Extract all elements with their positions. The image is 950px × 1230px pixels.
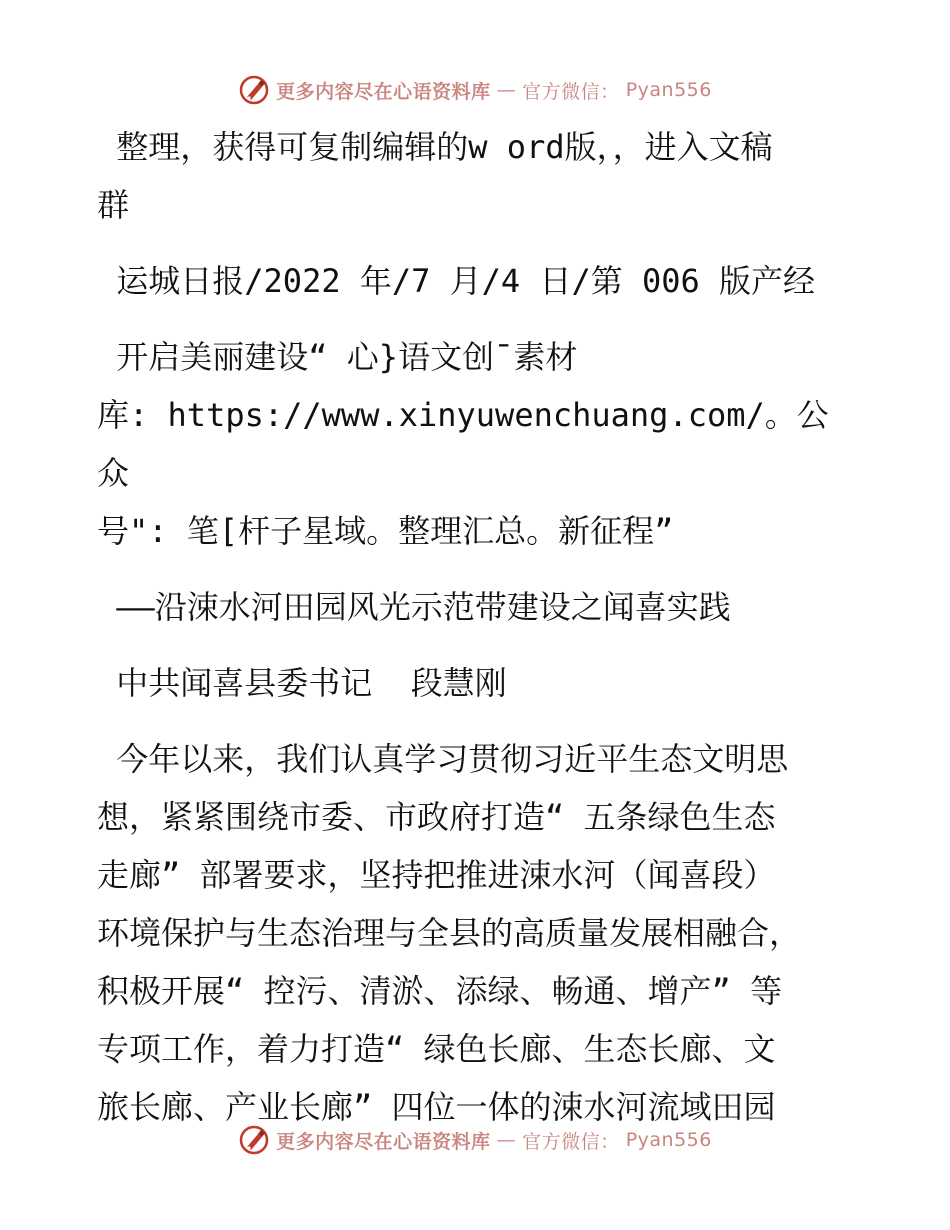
banner-wechat-label: 官方微信： bbox=[522, 80, 620, 103]
banner-text: 更多内容尽在心语资料库 bbox=[276, 1130, 491, 1153]
body-line-3: 走廊” 部署要求，坚持把推进涑水河（闻喜段） bbox=[97, 856, 776, 894]
banner-wechat-id: Pyan556 bbox=[625, 1129, 712, 1151]
banner-wechat-label: 官方微信： bbox=[522, 1130, 620, 1153]
body-line-2: 想，紧紧围绕市委、市政府打造“ 五条绿色生态 bbox=[97, 798, 776, 836]
body-line-1: 今年以来，我们认真学习贯彻习近平生态文明思 bbox=[97, 740, 789, 778]
banner-text: 更多内容尽在心语资料库 bbox=[276, 80, 491, 103]
banner-wechat-id: Pyan556 bbox=[625, 79, 712, 101]
pen-circle-logo-icon bbox=[238, 1124, 270, 1156]
pen-circle-logo-icon bbox=[238, 74, 270, 106]
doc-line-7: ——沿涑水河田园风光示范带建设之闻喜实践 bbox=[97, 588, 731, 626]
doc-line-1: 整理，获得可复制编辑的w ord版，，进入文稿 bbox=[97, 128, 773, 166]
banner-content bbox=[238, 1124, 712, 1156]
doc-line-5: 库: https://www.xinyuwenchuang.com/。公众 bbox=[97, 396, 829, 492]
doc-line-4: 开启美丽建设“ 心}语文创¯素材 bbox=[97, 338, 578, 376]
footer-banner bbox=[0, 1120, 950, 1160]
banner-content bbox=[238, 74, 712, 106]
doc-line-8: 中共闻喜县委书记 段慧刚 bbox=[97, 664, 507, 702]
body-line-4: 环境保护与生态治理与全县的高质量发展相融合， bbox=[97, 914, 802, 952]
doc-line-6: 号": 笔[杆子星域。整理汇总。新征程” bbox=[97, 512, 674, 550]
banner-dash: — bbox=[496, 79, 517, 101]
body-line-5: 积极开展“ 控污、清淤、添绿、畅通、增产” 等 bbox=[97, 972, 783, 1010]
body-line-6: 专项工作，着力打造“ 绿色长廊、生态长廊、文 bbox=[97, 1030, 776, 1068]
document-body bbox=[97, 118, 857, 1136]
body-line-7: 旅长廊、产业长廊” 四位一体的涑水河流域田园 bbox=[97, 1088, 776, 1126]
header-banner bbox=[0, 70, 950, 110]
doc-line-2: 群 bbox=[97, 186, 130, 224]
doc-line-3: 运城日报/2022 年/7 月/4 日/第 006 版产经 bbox=[97, 262, 816, 300]
banner-dash: — bbox=[496, 1129, 517, 1151]
